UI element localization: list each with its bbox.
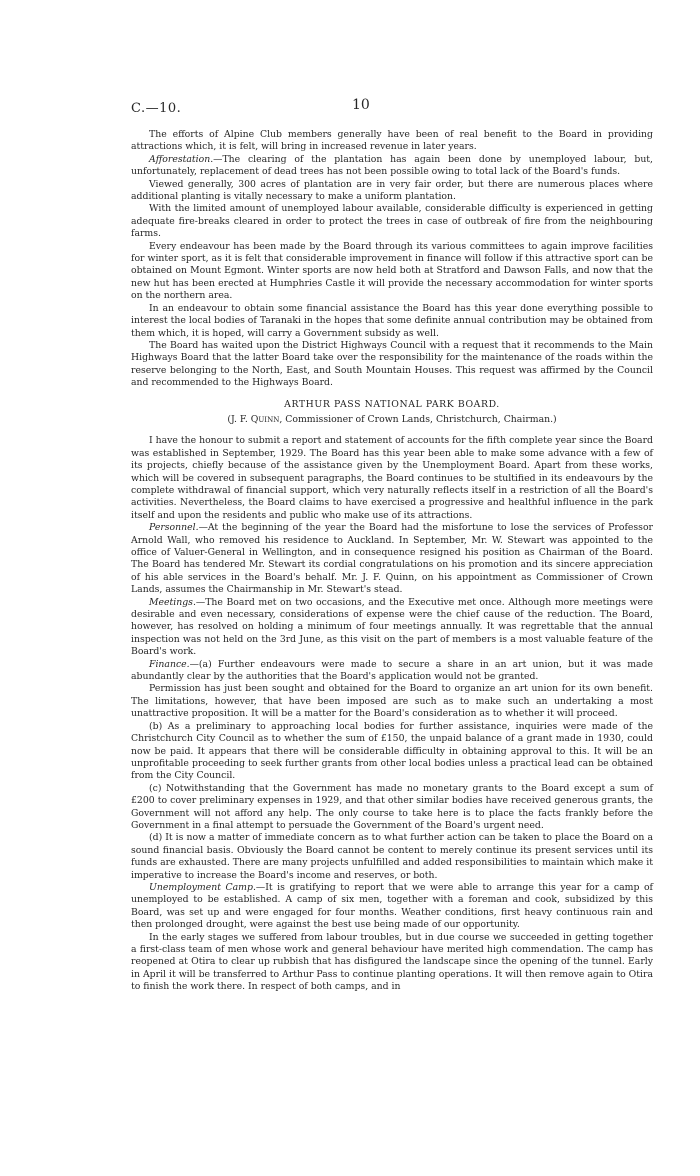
paragraph-highways: The Board has waited upon the District Highways Council with a request that it recommends to the Main Highways Board that the latter Board take over the responsibility for the maintenance of the roads within the reserve belonging to the North, East, and South Mountain Houses. This request was affirmed by the Council and recommended to the Highways Board. [131,339,653,389]
camp-heading: Unemployment Camp. [149,881,256,893]
paragraph-alpine-club: The efforts of Alpine Club members generally have been of real benefit to the Board in providing attractions which, it is felt, will bring in increased revenue in later years. [131,129,653,153]
paragraph-financial-assistance: In an endeavour to obtain some financial assistance the Board has this year done everything possible to interest the local bodies of Taranaki in the hopes that some definite annual contribution may be obtained from them which, it is hoped, will carry a Government subsidy as well. [131,302,653,339]
paragraph-afforestation: Afforestation.—The clearing of the plantation has again been done by unemployed labour, but, unfortunately, replacement of dead trees has not been possible owing to total lack of the Board's funds. [131,153,653,178]
paragraph-finance-d: (d) It is now a matter of immediate concern as to what further action can be taken to place the Board on a sound financial basis. Obviously the Board cannot be content to merely continue its present services until its funds are exhausted. There are many projects unfulfilled and added responsibilities to maintain which make it imperative to increase the Board's income and reserves, or both. [131,832,653,881]
page-header [131,99,653,123]
paragraph-introduction: I have the honour to submit a report and statement of accounts for the fifth complete year since the Board was established in September, 1929. The Board has this year been able to make some advance with a few of its projects, chiefly because of the assistance given by the Unemployment Board. Apart from these works, which will be covered in subsequent paragraphs, the Board continues to be stultified in its endeavours by the complete withdrawal of financial support, which very naturally reflects itself in a restriction of all the Board's activities. Nevertheless, the Board claims to have exercised a progressive and healthful influence in the park itself and upon the residents and public who make use of its attractions. [131,435,653,521]
personnel-heading: Personnel. [149,522,199,534]
paragraph-finance-b: (b) As a preliminary to approaching local bodies for further assistance, inquiries were made of the Christchurch City Council as to whether the sum of £150, the unpaid balance of a grant made in 1930, could now be paid. It appears that there will be considerable difficulty in obtaining approval to this. It will be an unprofitable proceeding to seek further grants from other local bodies unless a practical lead can be obtained from the City Council. [131,720,653,782]
section-subtitle: (J. F. Quinn, Commissioner of Crown Lands, Christchurch, Chairman.) [227,413,557,425]
paragraph-meetings: Meetings.—The Board met on two occasions, and the Executive met once. Although more meetings were desirable and even necessary, considerations of expense were the chief cause of the reduction. The Board, however, has resolved on holding a minimum of four meetings annually. It was regrettable that the annual inspection was not held on the 3rd June, as this visit on the part of members is a most valuable feature of the Board's work. [131,596,653,658]
paragraph-finance-c: (c) Notwithstanding that the Government has made no monetary grants to the Board except a sum of £200 to cover preliminary expenses in 1929, and that other similar bodies have received generous grants, the Government will not afford any help. The only course to take here is to place the facts frankly before the Government in a final attempt to persuade the Government of the Board's urgent need. [131,782,653,831]
paragraph-unemployment-camp: Unemployment Camp.—It is gratifying to report that we were able to arrange this year for a camp of unemployed to be established. A camp of six men, together with a foreman and cook, subsidized by this Board, was set up and were engaged for four months. Weather conditions, first heavy continuous rain and then prolonged drought, were against the best use being made of our opportunity. [131,881,653,931]
paragraph-finance-a: Finance.—(a) Further endeavours were made to secure a share in an art union, but it was made abundantly clear by the authorities that the Board's application would not be granted. [131,658,653,683]
finance-heading: Finance. [149,658,190,670]
document-page [131,99,653,994]
paragraph-fire-breaks: With the limited amount of unemployed labour available, considerable difficulty is experienced in getting adequate fire-breaks cleared in order to protect the trees in case of outbreak of fire from the neighbouring farms. [131,203,653,240]
paragraph-personnel: Personnel.—At the beginning of the year the Board had the misfortune to lose the services of Professor Arnold Wall, who removed his residence to Auckland. In September, Mr. W. Stewart was appointed to the office of Valuer-General in Wellington, and in consequence resigned his position as Chairman of the Board. The Board has tendered Mr. Stewart its cordial congratulations on his promotion and its sincere appreciation of his able services in the Board's behalf. Mr. J. F. Quinn, on his appointment as Commissioner of Crown Lands, assumes the Chairmanship in Mr. Stewart's stead. [131,522,653,596]
document-reference: C.—10. [131,101,182,116]
paragraph-labour: In the early stages we suffered from labour troubles, but in due course we succeeded in getting together a first-class team of men whose work and general behaviour have merited high commendation. The camp has reopened at Otira to clear up rubbish that has disfigured the landscape since the opening of the tunnel. Early in April it will be transferred to Arthur Pass to continue planting operations. It will then remove again to Otira to finish the work there. In respect of both camps, and in [131,931,653,993]
arthur-pass-section [131,435,653,993]
section-title: ARTHUR PASS NATIONAL PARK BOARD. [284,398,500,410]
paragraph-winter-sport: Every endeavour has been made by the Board through its various committees to again improve facilities for winter sport, as it is felt that considerable improvement in finance will follow if this attractive sport can be obtained on Mount Egmont. Winter sports are now held both at Stratford and Dawson Falls, and now that the new hut has been erected at Humphries Castle it will provide the necessary accommodation for winter sports on the northern area. [131,240,653,302]
egmont-section [131,129,653,390]
paragraph-art-union: Permission has just been sought and obtained for the Board to organize an art union for its own benefit. The limitations, however, that have been imposed are such as to make such an undertaking a most unattractive proposition. It will be a matter for the Board's consideration as to whether it will proceed. [131,683,653,720]
paragraph-plantation: Viewed generally, 300 acres of plantation are in very fair order, but there are numerous places where additional planting is vitally necessary to make a uniform plantation. [131,178,653,203]
page-number: 10 [352,97,370,113]
afforestation-heading: Afforestation. [149,153,214,165]
meetings-heading: Meetings. [149,596,196,608]
